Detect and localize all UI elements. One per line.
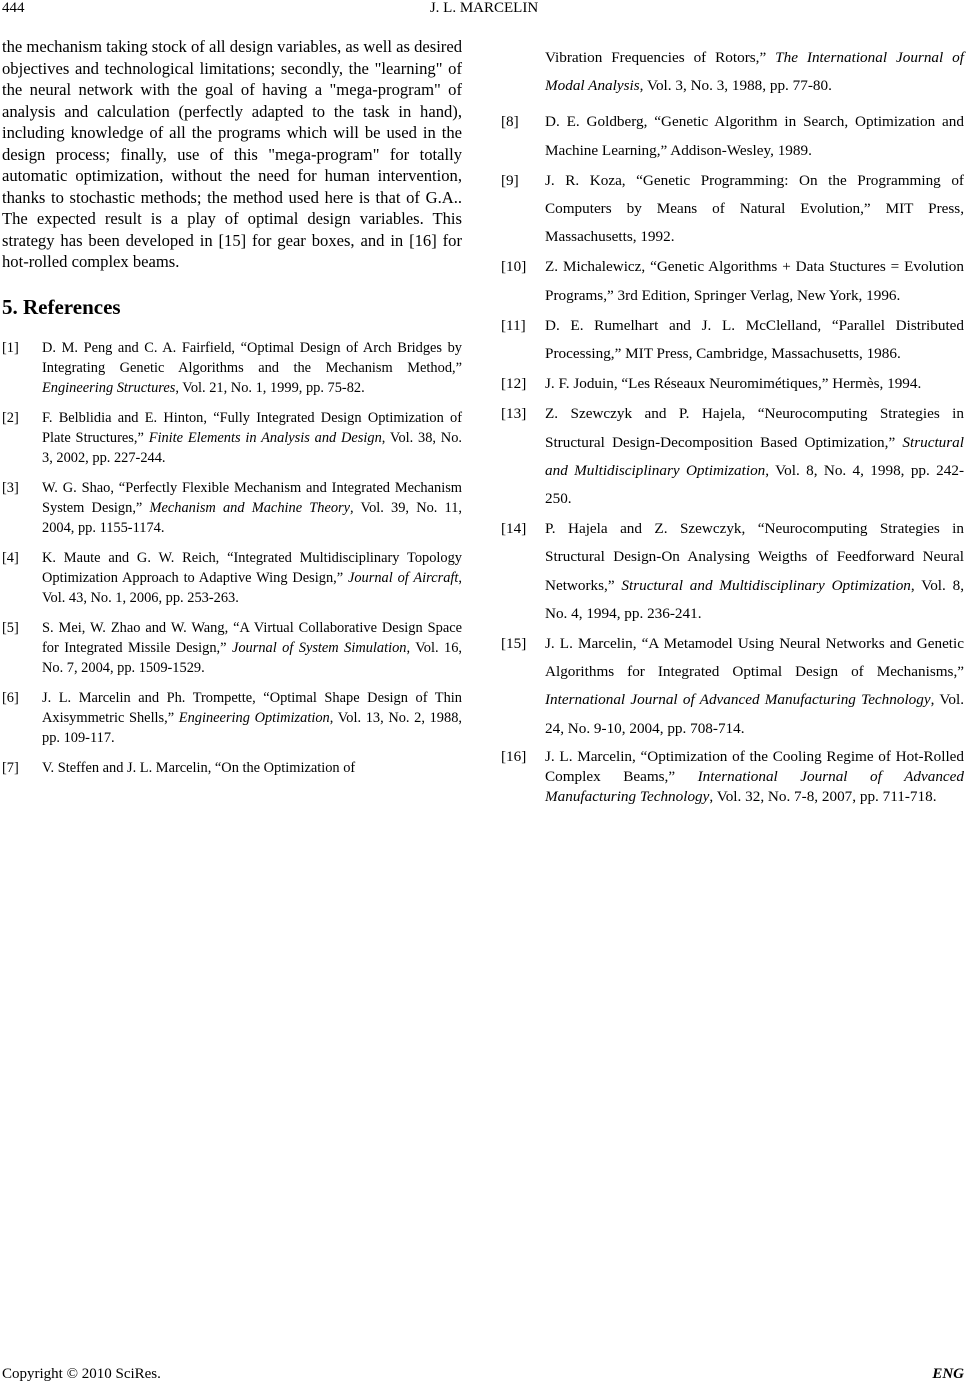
reference-item [537,44,964,100]
reference-list-left [2,338,462,778]
reference-text: Vibration Frequencies of Rotors,” [545,49,776,66]
reference-item [501,167,964,252]
reference-details: , Vol. 43, No. 1, 2006, pp. 253-263. [42,569,462,606]
reference-label: [9] [501,171,519,189]
reference-journal: Journal of Aircraft [347,569,459,586]
reference-details: , Vol. 24, No. 9-10, 2004, pp. 708-714. [545,691,964,737]
reference-label: [12] [501,375,527,393]
reference-label: [16] [501,747,527,765]
reference-label: [10] [501,258,527,276]
reference-label: [3] [2,479,19,496]
running-title: J. L. MARCELIN [429,0,539,16]
reference-journal: Journal of System Simulation [231,639,407,656]
reference-label: [6] [2,689,19,706]
reference-journal: Finite Elements in Analysis and Design [148,429,382,446]
reference-item [501,400,964,513]
copyright-notice: Copyright © 2010 SciRes. [2,1366,161,1382]
reference-details: , Vol. 21, No. 1, 1999, pp. 75-82. [175,379,365,396]
body-paragraph: the mechanism taking stock of all design variables, as well as desired objectives and technological limitations; secondly, the "learning" of the neural network with the goal of having a "mega-program" of analysis and calculation (perfectly adapted to the task in hand), including knowledge of all the programs which will be used in the design process; finally, use of this "mega-program" for totally automatic optimization, without the need for human intervention, thanks to stochastic methods; the method used here is that of G.A.. The expected result is a play of optimal design variables. This strategy has been developed in [15] for gear boxes, and in [16] for hot-rolled complex beams. [2,37,462,271]
reference-details: , Vol. 38, No. 3, 2002, pp. 227-244. [42,429,462,466]
reference-details: , Vol. 13, No. 2, 1988, pp. 109-117. [42,709,462,746]
reference-text: J. L. Marcelin and Ph. Trompette, “Optimal Shape Design of Thin Axisymmetric Shells,” [42,689,462,726]
reference-text: J. R. Koza, “Genetic Programming: On the Programming of Computers by Means of Natural Evolution,” MIT Press, Massachusetts, 1992. [545,171,964,246]
reference-text: W. G. Shao, “Perfectly Flexible Mechanism and Integrated Mechanism System Design,” [42,479,462,516]
page-footer [2,1366,964,1383]
reference-text: Z. Michalewicz, “Genetic Algorithms + Data Stuctures = Evolution Programs,” 3rd Edition, Springer Verlag, New York, 1996. [545,258,964,304]
reference-item [501,630,964,743]
reference-item [2,758,462,778]
reference-journal: The International Journal of Modal Analysis [545,49,964,95]
left-column [2,36,462,788]
reference-text: D. M. Peng and C. A. Fairfield, “Optimal Design of Arch Bridges by Integrating Genetic Algorithms and the Mechanism Method,” [42,339,462,376]
reference-item [2,548,462,608]
reference-label: [1] [2,339,19,356]
reference-text: J. L. Marcelin, “Optimization of the Cooling Regime of Hot-Rolled Complex Beams,” [545,747,964,785]
reference-list-right [501,44,964,807]
reference-journal: International Journal of Advanced Manufacturing Technology [545,767,964,805]
reference-label: [11] [501,316,526,334]
reference-item [501,515,964,628]
reference-text: J. F. Joduin, “Les Réseaux Neuromimétiques,” Hermès, 1994. [545,375,922,393]
reference-text: S. Mei, W. Zhao and W. Wang, “A Virtual Collaborative Design Space for Integrated Missile Design,” [42,619,462,656]
reference-journal: International Journal of Advanced Manufacturing Technology [545,691,931,709]
reference-label: [7] [2,759,19,776]
reference-details: , Vol. 3, No. 3, 1988, pp. 77-80. [639,77,832,95]
reference-item [2,618,462,678]
reference-details: , Vol. 16, No. 7, 2004, pp. 1509-1529. [42,639,462,676]
reference-journal: Engineering Optimization [178,709,330,726]
page-header [0,0,968,20]
reference-item [2,408,462,468]
reference-label: [15] [501,635,527,653]
reference-item [2,478,462,538]
right-column [501,44,964,809]
reference-text: F. Belblidia and E. Hinton, “Fully Integrated Design Optimization of Plate Structures,” [42,409,462,446]
reference-item [2,688,462,748]
reference-label: [4] [2,549,19,566]
section-heading: 5. References [2,294,121,319]
reference-item [2,338,462,398]
reference-label: [13] [501,405,527,423]
reference-label: [8] [501,113,519,131]
reference-label: [14] [501,520,527,538]
reference-text: D. E. Goldberg, “Genetic Algorithm in Search, Optimization and Machine Learning,” Addison-Wesley, 1989. [545,113,964,159]
reference-details: , Vol. 39, No. 11, 2004, pp. 1155-1174. [42,499,462,536]
reference-item [501,370,964,398]
reference-text: D. E. Rumelhart and J. L. McClelland, “Parallel Distributed Processing,” MIT Press, Cambridge, Massachusetts, 1986. [545,316,964,363]
reference-text: P. Hajela and Z. Szewczyk, “Neurocomputing Strategies in Structural Design-On Analysing Weigths of Feedforward Neural Networks,” [545,520,964,594]
reference-details: , Vol. 8, No. 4, 1994, pp. 236-241. [545,576,964,622]
reference-text: K. Maute and G. W. Reich, “Integrated Multidisciplinary Topology Optimization Approach to Adaptive Wing Design,” [42,549,462,586]
reference-journal: Structural and Multidisciplinary Optimization [545,433,964,479]
reference-details: , Vol. 32, No. 7-8, 2007, pp. 711-718. [709,787,937,805]
reference-journal: Engineering Structures [42,379,176,396]
reference-item [501,108,964,164]
reference-item [501,253,964,309]
reference-label: [5] [2,619,19,636]
reference-item [501,747,964,807]
reference-details: , Vol. 8, No. 4, 1998, pp. 242-250. [545,461,964,508]
reference-text: Z. Szewczyk and P. Hajela, “Neurocomputing Strategies in Structural Design-Decomposition Based Optimization,” [545,405,964,451]
journal-abbreviation: ENG [932,1366,964,1382]
reference-journal: Structural and Multidisciplinary Optimization [621,576,911,594]
reference-text: V. Steffen and J. L. Marcelin, “On the Optimization of [42,759,356,776]
reference-text: J. L. Marcelin, “A Metamodel Using Neural Networks and Genetic Algorithms for Integrated Optimal Design of Mechanisms,” [545,635,964,681]
reference-label: [2] [2,409,19,426]
reference-item [501,312,964,368]
page-number: 444 [2,0,25,16]
reference-journal: Mechanism and Machine Theory [149,499,351,516]
